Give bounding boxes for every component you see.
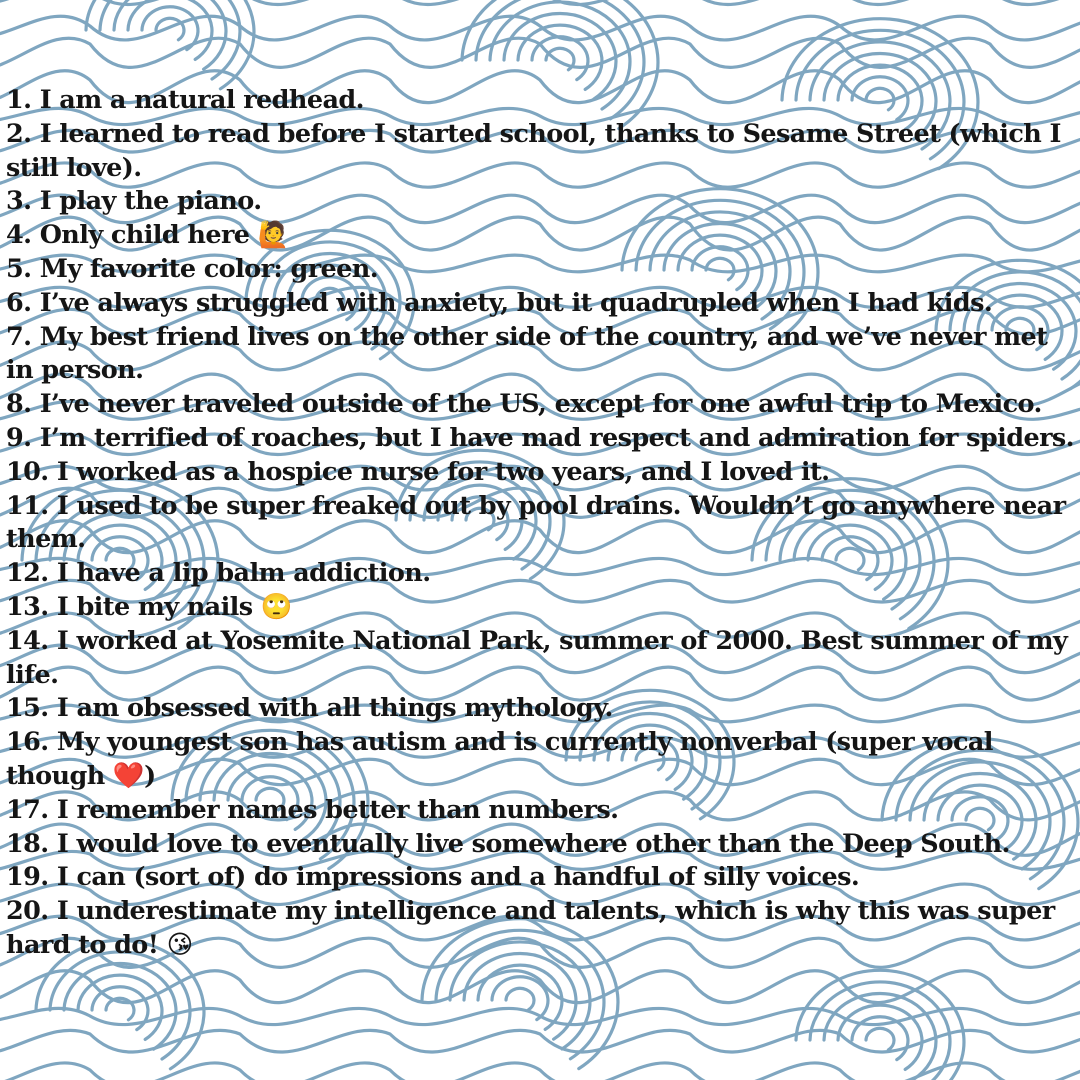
wave-line <box>78 975 162 1039</box>
wave-line <box>492 977 548 1020</box>
facts-list <box>6 84 1078 963</box>
fact-item-2: 2. I learned to read before I started school, thanks to Sesame Street (which I still love). <box>6 118 1061 183</box>
wave-line <box>156 18 184 39</box>
fact-item-6: 6. I’ve always struggled with anxiety, but it quadrupled when I had kids. <box>6 287 993 318</box>
wave-line <box>532 37 588 80</box>
wave-line <box>506 988 534 1009</box>
raising-hand-emoji-icon: 🙋 <box>257 220 289 251</box>
wave-line <box>518 25 602 89</box>
fact-item-3: 3. I play the piano. <box>6 186 262 217</box>
fact-item-20: 20. I underestimate my intelligence and talents, which is why this was super hard to do! 😘 <box>6 896 1055 960</box>
fact-item-8: 8. I’ve never traveled outside of the US, except for one awful trip to Mexico. <box>6 389 1042 420</box>
wave-line <box>114 0 226 69</box>
fact-item-15: 15. I am obsessed with all things mythology. <box>6 693 613 724</box>
eye-roll-emoji-icon: 🙄 <box>260 591 292 622</box>
fact-item-19: 19. I can (sort of) do impressions and a handful of silly voices. <box>6 862 860 893</box>
red-heart-emoji-icon: ❤️ <box>112 760 145 791</box>
fact-item-10: 10. I worked as a hospice nurse for two years, and I loved it. <box>6 456 830 487</box>
wave-line <box>0 971 1080 1003</box>
fact-item-9: 9. I’m terrified of roaches, but I have mad respect and admiration for spiders. <box>6 422 1074 453</box>
fact-item-14: 14. I worked at Yosemite National Park, summer of 2000. Best summer of my life. <box>6 625 1068 690</box>
fact-item-7: 7. My best friend lives on the other side of the country, and we’ve never met in person. <box>6 321 1048 386</box>
kiss-emoji-icon: 😘 <box>166 929 193 960</box>
wave-line <box>86 0 254 89</box>
wave-line <box>838 1005 922 1069</box>
fact-item-13: 13. I bite my nails 🙄 <box>6 591 292 622</box>
fact-item-16: 16. My youngest son has autism and is currently nonverbal (super vocal though ❤️) <box>6 727 993 791</box>
fact-item-1: 1. I am a natural redhead. <box>6 85 364 115</box>
fact-item-17: 17. I remember names better than numbers. <box>6 794 619 825</box>
fact-item-18: 18. I would love to eventually live somewhere other than the Deep South. <box>6 828 1010 859</box>
fact-item-4: 4. Only child here 🙋 <box>6 220 289 251</box>
fact-item-12: 12. I have a lip balm addiction. <box>6 558 431 589</box>
fact-item-11: 11. I used to be super freaked out by pool drains. Wouldn’t go anywhere near them. <box>6 490 1066 555</box>
wave-line <box>866 1028 894 1049</box>
fact-item-5: 5. My favorite color: green. <box>6 253 379 284</box>
